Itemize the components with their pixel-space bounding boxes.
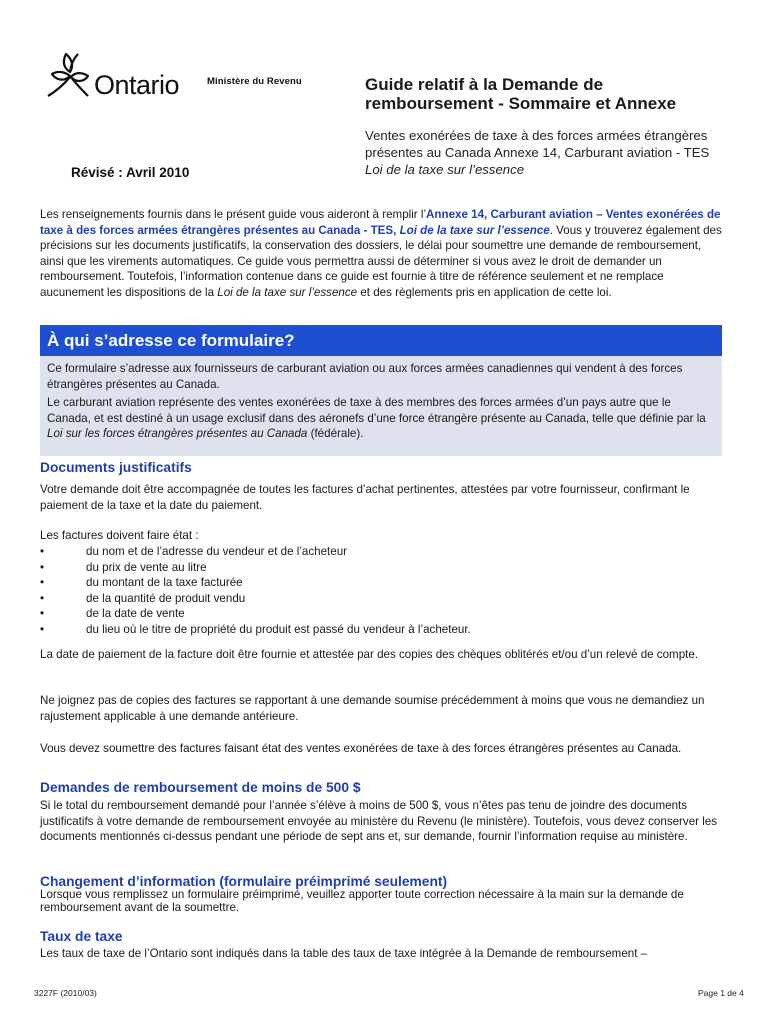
documents-paragraph-4: Vous devez soumettre des factures faisant état des ventes exonérées de taxe à des forces étrangères présentes au Canada. [40,742,682,755]
page-title: Guide relatif à la Demande de remboursement - Sommaire et Annexe [365,75,677,113]
intro-paragraph: Les renseignements fournis dans le présent guide vous aideront à remplir l’Annexe 14, Carburant aviation – Ventes exonérées de taxe à des forces armées étrangères présentes au Canada - TES, Loi de la taxe sur l’essence. Vous y trouverez également des précisions sur les documents justificatifs, la conservation des dossiers, le délai pour soumettre une demande de remboursement, ainsi que les virements automatiques. Ce guide vous permettra aussi de déterminer si vous avez le droit de demander un remboursement. Toutefois, l’information contenue dans ce guide est fournie à titre de référence seulement et ne remplace aucunement les dispositions de la Loi de la taxe sur l’essence et des règlements pris en application de cette loi. [40,208,722,299]
section-banner-who: À qui s’adresse ce formulaire? [40,325,722,356]
invoice-requirements-list [40,544,640,637]
tax-rate-paragraph: Les taux de taxe de l’Ontario sont indiqués dans la table des taux de taxe intégrée à la Demande de remboursement – [40,947,648,960]
page-subtitle: Ventes exonérées de taxe à des forces armées étrangères présentes au Canada Annexe 14, Carburant aviation - TES Loi de la taxe sur l’essence [365,128,710,177]
documents-paragraph-2: La date de paiement de la facture doit être fournie et attestée par des copies des chèques oblitérés et/ou d’un relevé de compte. [40,648,699,661]
who-paragraph-1: Ce formulaire s’adresse aux fournisseurs de carburant aviation ou aux forces armées canadiennes qui vendent à des forces étrangères présentes au Canada. [47,362,683,391]
tax-rate-heading: Taux de taxe [40,929,123,944]
list-item: • de la quantité de produit vendu [40,591,640,607]
under500-heading: Demandes de remboursement de moins de 500 $ [40,780,361,795]
logo-wordmark: Ontario [94,70,180,100]
form-code: 3227F (2010/03) [34,988,97,998]
who-paragraph-2: Le carburant aviation représente des ventes exonérées de taxe à des membres des forces armées d’un pays autre que le Canada, et est destiné à un usage exclusif dans des aéronefs d’une force étrangère présente au Canada, telle que définie par la Loi sur les forces étrangères présentes au Canada (fédérale). [47,396,706,440]
documents-paragraph-1: Votre demande doit être accompagnée de toutes les factures d’achat pertinentes, attestées par votre fournisseur, confirmant le paiement de la taxe et la date du paiement. [40,483,690,512]
documents-list-intro: Les factures doivent faire état : [40,529,199,542]
ontario-logo [44,50,194,106]
list-item: • de la date de vente [40,606,640,622]
change-paragraph: Lorsque vous remplissez un formulaire préimprimé, veuillez apporter toute correction nécessaire à la main sur la demande de remboursement avant de la soumettre. [40,888,684,914]
list-item: • du prix de vente au litre [40,560,640,576]
documents-paragraph-3: Ne joignez pas de copies des factures se rapportant à une demande soumise précédemment à moins que vous ne demandiez un rajustement applicable à une demande antérieure. [40,694,705,723]
who-panel [40,356,722,456]
page-number: Page 1 de 4 [698,988,744,998]
revision-date: Révisé : Avril 2010 [71,165,190,180]
change-heading: Changement d’information (formulaire préimprimé seulement) [40,874,448,889]
list-item: • du nom et de l’adresse du vendeur et de l’acheteur [40,544,640,560]
list-item: • du lieu où le titre de propriété du produit est passé du vendeur à l’acheteur. [40,622,640,638]
ministry-name: Ministère du Revenu [207,76,302,87]
under500-paragraph: Si le total du remboursement demandé pour l’année s’élève à moins de 500 $, vous n’êtes pas tenu de joindre des documents justificatifs à votre demande de remboursement envoyée au ministère du Revenu (le ministère). Toutefois, vous devez conserver les documents mentionnés ci-dessus pendant une période de sept ans et, sur demande, fournir l’information requise au ministère. [40,799,718,843]
list-item: • du montant de la taxe facturée [40,575,640,591]
documents-heading: Documents justificatifs [40,460,192,475]
